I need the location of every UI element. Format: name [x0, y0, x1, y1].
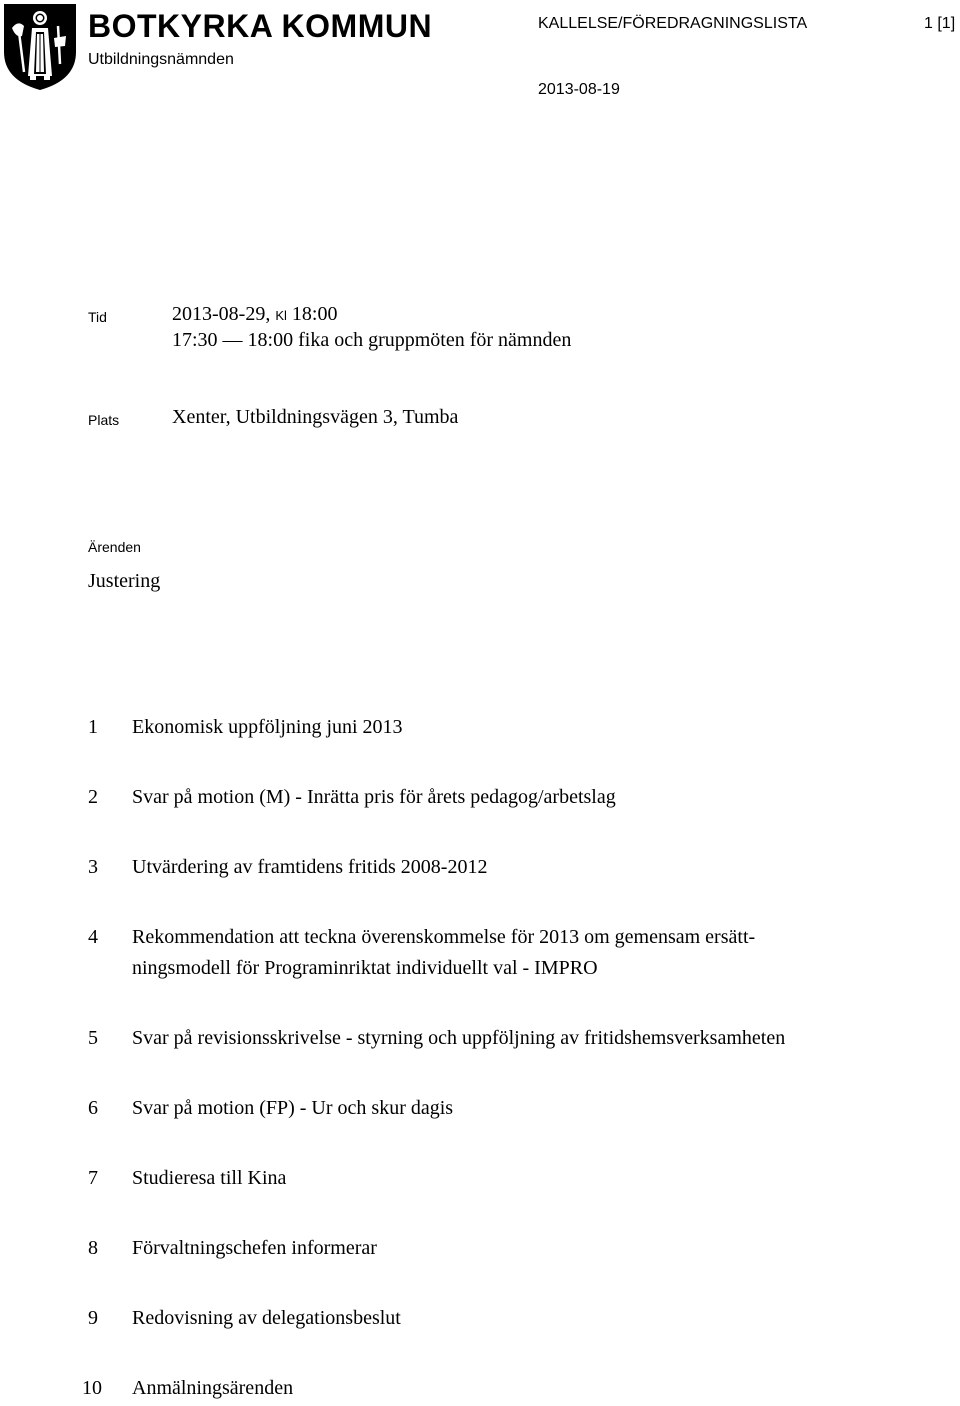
- agenda-item-number: 6: [88, 1097, 98, 1119]
- agenda-item-text: Svar på motion (M) - Inrätta pris för årets pedagog/arbetslag: [132, 786, 616, 808]
- agenda-item-number: 10: [82, 1377, 102, 1399]
- agenda-item-number: 7: [88, 1167, 98, 1189]
- agenda-item-text: Anmälningsärenden: [132, 1377, 294, 1399]
- document-type: KALLELSE/FÖREDRAGNINGSLISTA: [538, 15, 808, 32]
- agenda-item-number: 2: [88, 786, 98, 808]
- document-date: 2013-08-19: [538, 81, 620, 98]
- agenda-item-text: Redovisning av delegationsbeslut: [132, 1307, 401, 1329]
- agenda-section-label: Ärenden: [88, 539, 141, 555]
- place-label: Plats: [88, 412, 120, 428]
- agenda-item-number: 1: [88, 716, 98, 738]
- meeting-place: Xenter, Utbildningsvägen 3, Tumba: [172, 406, 459, 428]
- agenda-item-text: Rekommendation att teckna överenskommelse för 2013 om gemensam ersätt-: [132, 926, 756, 948]
- meeting-hour: 18:00: [291, 303, 338, 325]
- agenda-item-number: 3: [88, 856, 98, 878]
- agenda-item-text: Förvaltningschefen informerar: [132, 1237, 377, 1259]
- justering-heading: Justering: [88, 570, 161, 592]
- kl-abbrev: Kl: [275, 308, 287, 323]
- meeting-time: [172, 302, 337, 328]
- agenda-item-text: Ekonomisk uppföljning juni 2013: [132, 716, 403, 738]
- agenda-item-text: Svar på revisionsskrivelse - styrning och uppföljning av fritidshemsverksamheten: [132, 1027, 786, 1049]
- page-number: 1 [1]: [924, 15, 956, 32]
- agenda-item-number: 8: [88, 1237, 98, 1259]
- agenda-item-number: 4: [88, 926, 98, 948]
- agenda-item-text: ningsmodell för Programinriktat individuellt val - IMPRO: [132, 957, 598, 979]
- agenda-item-number: 5: [88, 1027, 98, 1049]
- org-name: BOTKYRKA KOMMUN: [88, 8, 433, 44]
- agenda-item-number: 9: [88, 1307, 98, 1329]
- coat-of-arms-icon: [2, 2, 78, 92]
- meeting-time-note: 17:30 — 18:00 fika och gruppmöten för nämnden: [172, 329, 572, 351]
- agenda-item-text: Svar på motion (FP) - Ur och skur dagis: [132, 1097, 454, 1119]
- time-label: Tid: [88, 309, 107, 325]
- agenda-item-text: Utvärdering av framtidens fritids 2008-2012: [132, 856, 488, 878]
- org-unit: Utbildningsnämnden: [88, 51, 234, 68]
- meeting-date: 2013-08-29,: [172, 303, 271, 325]
- agenda-item-text: Studieresa till Kina: [132, 1167, 287, 1189]
